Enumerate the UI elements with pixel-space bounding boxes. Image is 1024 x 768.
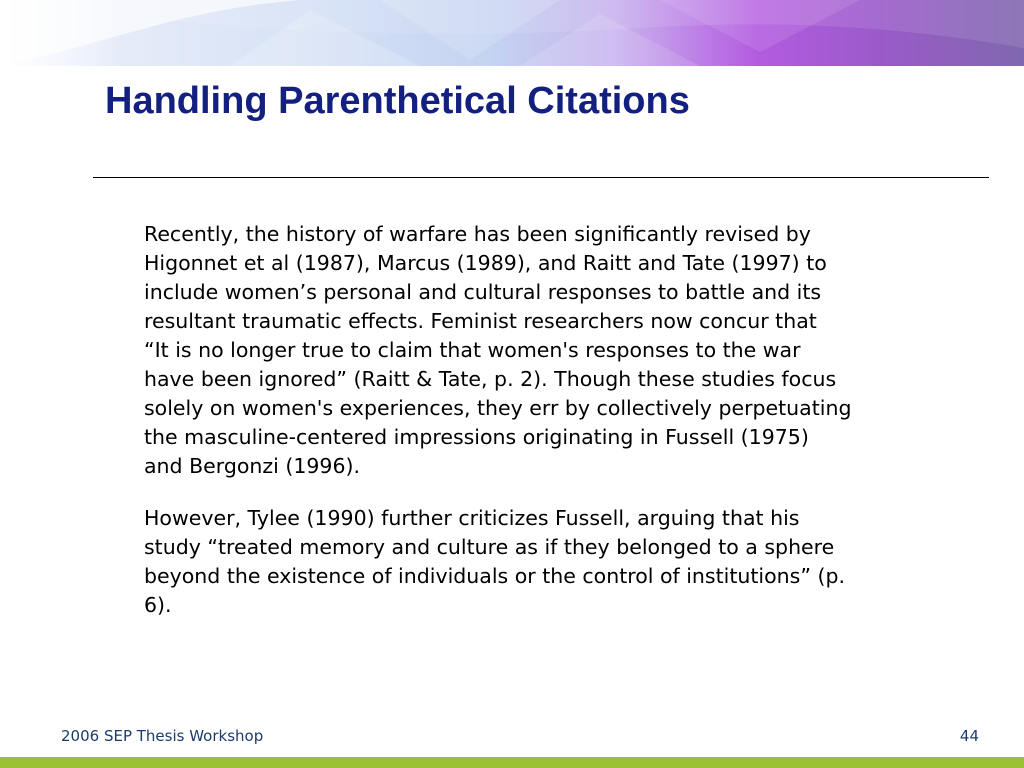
slide-body: [144, 220, 992, 643]
title-divider: [93, 177, 989, 178]
bottom-accent-bar: [0, 757, 1024, 768]
slide-title: Handling Parenthetical Citations: [105, 80, 690, 122]
footer-title: 2006 SEP Thesis Workshop: [61, 727, 264, 745]
header-banner: [0, 0, 1024, 66]
page-number: 44: [959, 727, 979, 745]
body-paragraph: Recently, the history of warfare has been significantly revised by Higonnet et al (1987), Marcus (1989), and Raitt and Tate (1997) to include women’s personal and cultural responses to battle and its resultant traumatic effects. Feminist researchers now concur that “It is no longer true to claim that women's responses to the war have been ignored” (Raitt & Tate, p. 2). Though these studies focus solely on women's experiences, they err by collectively perpetuating the masculine-centered impressions originating in Fussell (1975) and Bergonzi (1996).: [144, 222, 852, 478]
body-paragraph: However, Tylee (1990) further criticizes Fussell, arguing that his study “treated memory and culture as if they belonged to a sphere beyond the existence of individuals or the control of institutions” (p. 6).: [144, 506, 845, 617]
